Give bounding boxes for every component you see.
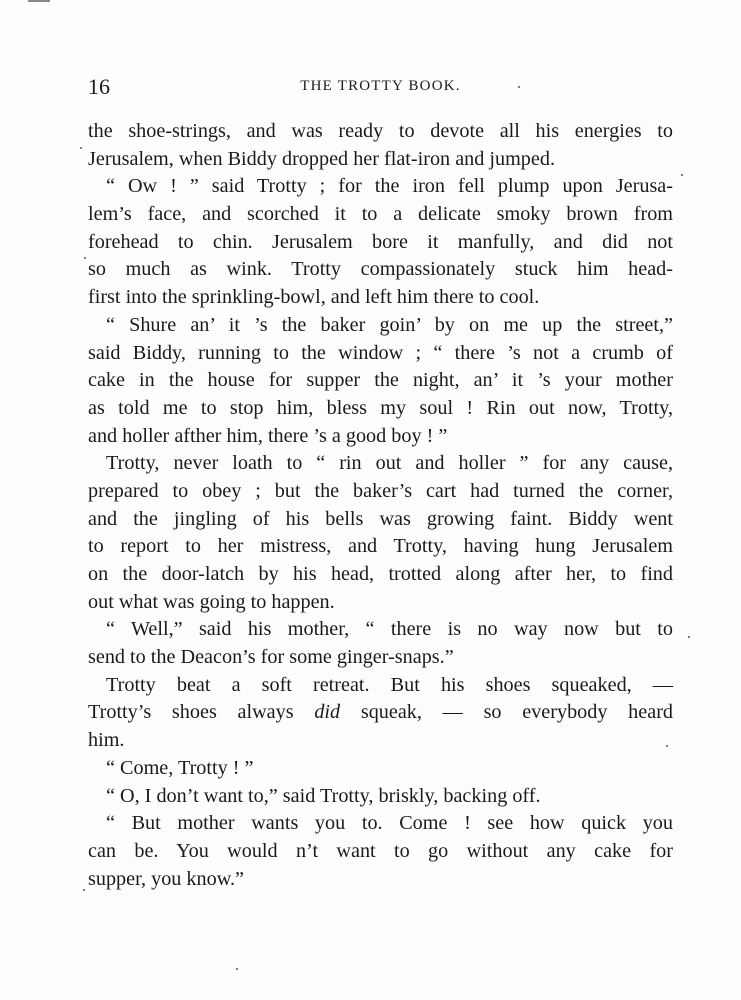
text-line: “ Come, Trotty ! ”: [106, 756, 254, 779]
text-line-with-emphasis: [88, 699, 673, 727]
text-line: on the door-latch by his head, trotted along after her, to find: [88, 563, 673, 585]
running-header: [88, 74, 673, 102]
print-speck: [236, 968, 238, 970]
text-line: the shoe-strings, and was ready to devote all his energies to: [88, 120, 673, 142]
page-number: 16: [88, 74, 110, 99]
text-line: “ Well,” said his mother, “ there is no way now but to: [106, 618, 673, 641]
text-line: out what was going to happen.: [88, 590, 335, 613]
page-text: [88, 118, 673, 893]
emphasized-word: did: [314, 701, 341, 724]
text-line: prepared to obey ; but the baker’s cart had turned the corner,: [88, 479, 673, 502]
print-speck: [688, 636, 690, 638]
text-line: and the jingling of his bells was growing faint. Biddy went: [88, 507, 673, 530]
print-speck: [80, 147, 82, 149]
print-speck: [681, 174, 683, 176]
print-speck: [518, 86, 520, 88]
text-line: Jerusalem, when Biddy dropped her flat-iron and jumped.: [88, 147, 555, 170]
text-line: “ Shure an’ it ’s the baker goin’ by on me up the street,”: [106, 313, 673, 336]
text-line: him.: [88, 729, 125, 752]
text-line: first into the sprinkling-bowl, and left him there to cool.: [88, 286, 540, 309]
print-speck: [666, 745, 668, 747]
text-line: as told me to stop him, bless my soul ! Rin out now, Trotty,: [88, 396, 673, 419]
text-line: said Biddy, running to the window ; “ there ’s not a crumb of: [88, 341, 673, 364]
text-line: “ O, I don’t want to,” said Trotty, briskly, backing off.: [106, 784, 541, 807]
text-line: “ Ow ! ” said Trotty ; for the iron fell plump upon Jerusa-: [106, 175, 673, 198]
print-speck: [83, 889, 85, 891]
text-line: “ But mother wants you to. Come ! see how quick you: [106, 812, 673, 835]
page-edge-mark: [28, 0, 50, 6]
text-fragment: Trotty’s shoes always: [88, 701, 294, 724]
text-line: lem’s face, and scorched it to a delicate smoky brown from: [88, 203, 673, 226]
running-title: THE TROTTY BOOK.: [300, 78, 461, 94]
text-line: supper, you know.”: [88, 867, 244, 890]
text-line: cake in the house for supper the night, an’ it ’s your mother: [88, 369, 673, 392]
text-line: send to the Deacon’s for some ginger-snaps.”: [88, 646, 454, 669]
text-fragment: squeak, — so everybody heard: [360, 701, 674, 724]
text-line: forehead to chin. Jerusalem bore it manfully, and did not: [88, 230, 673, 253]
text-line: can be. You would n’t want to go without any cake for: [88, 839, 673, 862]
text-line: and holler afther him, there ’s a good boy ! ”: [88, 424, 448, 447]
text-line: Trotty beat a soft retreat. But his shoes squeaked, —: [106, 673, 673, 696]
print-speck: [84, 257, 86, 259]
text-line: so much as wink. Trotty compassionately stuck him head-: [88, 258, 673, 281]
text-line: Trotty, never loath to “ rin out and holler ” for any cause,: [106, 452, 673, 475]
text-line: to report to her mistress, and Trotty, having hung Jerusalem: [88, 535, 673, 558]
